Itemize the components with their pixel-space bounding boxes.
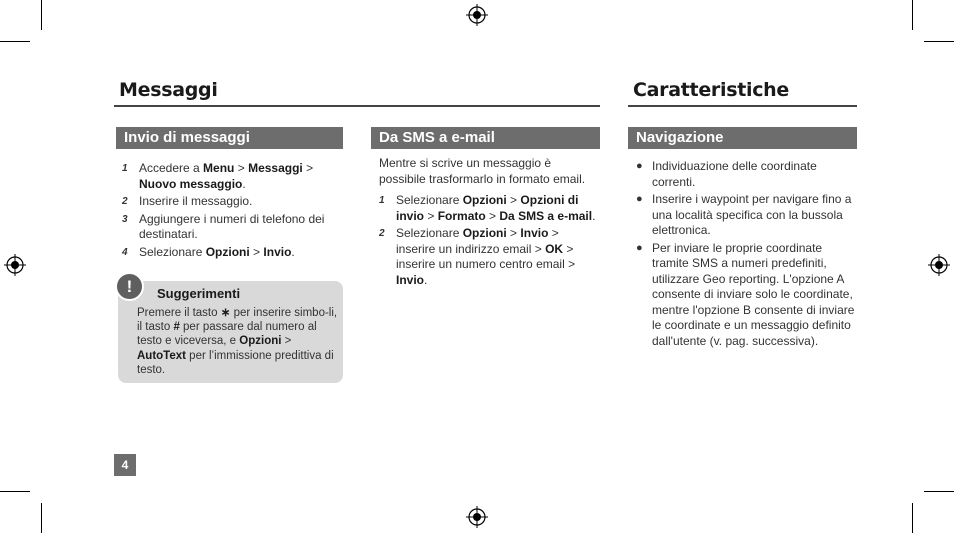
text: > inserire un indirizzo email > [396,226,559,256]
text: > [249,244,264,259]
step-text [139,212,337,243]
exclamation-icon: ! [115,272,144,301]
bold-text: AutoText [137,349,186,362]
step-number: 2 [122,196,128,207]
crop-mark [41,0,42,30]
list-item: ● Per inviare le proprie coordinate tramite SMS a numeri predefiniti, utilizzare Geo reporting. L'opzione A consente di inviare solo le coordinate, mentre l'opzione B consente di inviare le coordinate e un messaggio definito dall'utente (v. pag. successiva). [636,240,855,348]
crop-mark [0,41,30,42]
text: > [424,208,438,223]
step-number: 2 [379,228,385,239]
sms-email-content [379,156,601,290]
text: Inserire il messaggio. [139,194,253,208]
step-text [396,226,601,288]
bold-text: Formato [437,208,486,223]
crop-mark [912,0,913,30]
bold-text: Menu [203,161,235,175]
page-title-left: Messaggi [119,79,218,101]
crop-mark [0,491,30,492]
bold-text: Invio [520,226,549,240]
bold-text: ∗ [220,307,231,319]
step-number: 1 [379,195,385,206]
text: . [242,176,246,191]
step-number: 1 [122,163,128,174]
step-text [139,161,337,192]
section-heading-sms-email: Da SMS a e-mail [371,127,600,149]
step-text [139,245,337,261]
step-item [379,226,601,288]
text: > [302,161,314,175]
bold-text: Messaggi [248,161,303,175]
list-item: ● Inserire i waypoint per navigare fino a una località specifica con la bussola elettronica. [636,192,852,237]
bold-text: Opzioni [205,244,250,259]
registration-mark-icon [4,254,26,276]
crop-mark [924,491,954,492]
section-heading-invio: Invio di messaggi [116,127,343,149]
step-item [379,193,601,224]
text: Aggiungere i numeri di telefono dei destinatari. [139,211,325,241]
text: > [281,335,292,348]
tip-body [137,306,339,377]
text: per passare dal numero al testo e viceversa, e [137,321,317,348]
text: Accedere a [139,161,204,175]
bold-text: OK [545,241,564,256]
step-item [122,194,337,210]
steps-invio [122,161,337,262]
text: > [234,161,249,175]
bold-text: Nuovo messaggio [139,176,243,191]
text: per inserire simbo-li, il tasto [137,307,338,334]
crop-mark [41,503,42,533]
step-text [396,193,601,224]
bold-text: Invio [396,272,425,287]
crop-mark [912,503,913,533]
registration-mark-icon [466,4,488,26]
text: per l’immissione predittiva di testo. [137,349,334,376]
sms-email-intro: Mentre si scrive un messaggio è possibile trasformarlo in formato email. [379,156,586,186]
text: > inserire un numero centro email > [396,241,576,271]
text: . [424,272,428,287]
text: Premere il tasto [137,307,221,319]
text: > [506,226,521,240]
bullet-icon: ● [636,160,643,172]
step-number: 4 [122,246,128,258]
text: . [592,208,596,223]
list-item: ● Individuazione delle coordinate correnti. [636,159,817,189]
text: > [506,193,521,207]
tip-title: Suggerimenti [157,286,241,301]
text: . [291,244,295,259]
section-heading-navigazione: Navigazione [628,127,857,149]
step-text [139,194,337,210]
step-item [122,245,337,261]
page-title-right: Caratteristiche [633,79,789,101]
step-item [122,161,337,192]
bold-text: # [173,321,180,334]
step-number: 3 [122,213,128,225]
registration-mark-icon [928,254,950,276]
bold-text: Da SMS a e-mail [499,208,593,223]
text: Selezionare [396,226,463,240]
bold-text: Invio [263,244,292,259]
bold-text: Opzioni [239,335,282,348]
bullet-icon: ● [636,241,643,254]
bullet-icon: ● [636,193,643,205]
bold-text: Opzioni [462,193,507,207]
registration-mark-icon [466,506,488,528]
steps-sms-email [379,193,601,288]
title-rule-right [628,105,857,107]
bold-text: Opzioni di invio [396,193,579,223]
page-number: 4 [114,454,136,476]
text: > [485,208,500,223]
step-item [122,212,337,243]
bullets-navigazione [636,159,856,351]
bold-text: Opzioni [462,226,507,240]
crop-mark [924,41,954,42]
title-rule-left [114,105,600,107]
text: Selezionare [139,244,206,259]
text: Selezionare [396,193,463,207]
